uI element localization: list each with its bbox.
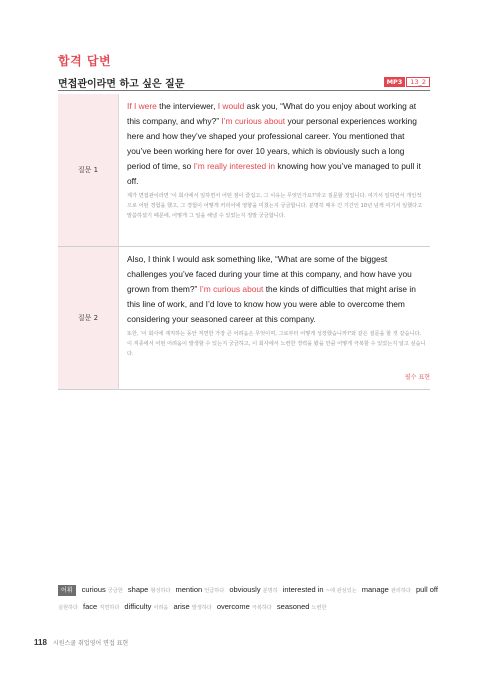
qa-row [58,247,430,390]
vocab-meaning: 실현하다 [58,605,79,611]
vocab-meaning: 어려움 [153,605,169,611]
highlighted-phrase: I’m curious about [221,116,286,126]
vocab-meaning: 발생하다 [191,605,212,611]
highlighted-phrase: If I were [127,101,157,111]
korean-translation: 또한, '이 회사에 재직하는 동안 직면한 가장 큰 어려움은 무엇이며, 그로부터 어떻게 성장했습니까?'와 같은 질문을 할 것 같습니다. 이 직종에서 어떤 어려움이 발생할 수 있는지 궁금하고, 이 회사에서 노련한 경력을 봤을 만큼 어떻게 극복할 수 있었는지 알고 싶습니다. [127,331,426,358]
question-label: 질문 1 [58,94,119,247]
qa-table [58,94,430,390]
vocab-meaning: 언급하다 [204,588,225,594]
answer-cell [119,94,431,247]
english-answer [127,252,426,327]
answer-text: the interviewer, [156,101,218,111]
english-answer [127,99,426,189]
korean-translation: 제가 면접관이라면 '이 회사에서 일하면서 어떤 점이 즐겁고, 그 이유는 무엇인가요?'라고 질문할 것입니다. 여기서 일하면서 개인적으로 어떤 경험을 했고, 그 경험이 어떻게 커리어에 영향을 미쳤는지 궁금합니다. 분명히 매우 긴 기간인 10년 넘게 여기서 일했다고 말씀하셨기 때문에, 어떻게 그 일을 해낼 수 있었는지 정말 궁금합니다. [127,193,423,220]
vocab-word: mention [175,585,205,594]
answer-text: the kinds of difficulties that might arise in this line of work, and I’d love to know how you were able to overcome them considering your seasoned career at this company. [127,284,416,324]
vocab-meaning: 분명히 [262,588,278,594]
vocab-meaning: 궁금한 [107,588,123,594]
vocab-word: interested in [282,585,326,594]
vocabulary-box [58,582,438,616]
answer-text: knowing how you’ve managed to pull it off. [127,161,421,186]
highlighted-phrase: I would [217,101,245,111]
page-subtitle: 면접관이라면 하고 싶은 질문 [58,79,185,90]
vocab-word: overcome [216,602,252,611]
answer-text: your personal experiences working here and how they’ve shaped your professional career. You mentioned that you’ve been working here for over 10 years, which is obviously such a long period of time, so [127,116,417,171]
page-number: 118 [34,638,47,647]
vocab-tag: 어휘 [58,585,76,596]
page-footer [34,638,128,647]
vocab-meaning: 극복하다 [251,605,272,611]
vocab-meaning: 직면하다 [99,605,120,611]
mp3-badge[interactable] [384,77,430,87]
vocab-word: manage [361,585,391,594]
vocab-meaning: 형성하다 [150,588,171,594]
highlighted-phrase: I’m curious about [199,284,264,294]
vocab-word: seasoned [276,602,312,611]
vocab-word: pull off [415,585,438,594]
key-expression-note: 필수 표현 [404,374,430,381]
vocab-word: face [83,602,100,611]
vocab-meaning: 노련한 [311,605,327,611]
vocab-meaning: 관리하다 [390,588,411,594]
qa-row [58,94,430,247]
highlighted-phrase: I’m really interested in [193,161,276,171]
answer-cell [119,247,431,390]
book-title: 시원스쿨 취업영어 면접 표현 [52,640,129,647]
question-label: 질문 2 [58,247,119,390]
title-divider [58,90,430,91]
vocab-meaning: ~에 관심있는 [325,588,357,594]
mp3-label: MP3 [384,77,406,87]
vocab-word: difficulty [124,602,154,611]
vocab-list [58,586,438,611]
vocab-word: arise [173,602,192,611]
vocab-word: obviously [229,585,263,594]
answer-text: ask you, “What do you enjoy about working at this company, and why?” [127,101,417,126]
vocab-word: curious [81,585,108,594]
section-title: 합격 답변 [58,54,112,68]
answer-text: Also, I think I would ask something like, “What are some of the biggest challenges you’ve faced during your time at this company, and how have you grown from them?” [127,254,412,294]
vocab-word: shape [127,585,151,594]
mp3-track-number: 13_2 [406,77,430,87]
